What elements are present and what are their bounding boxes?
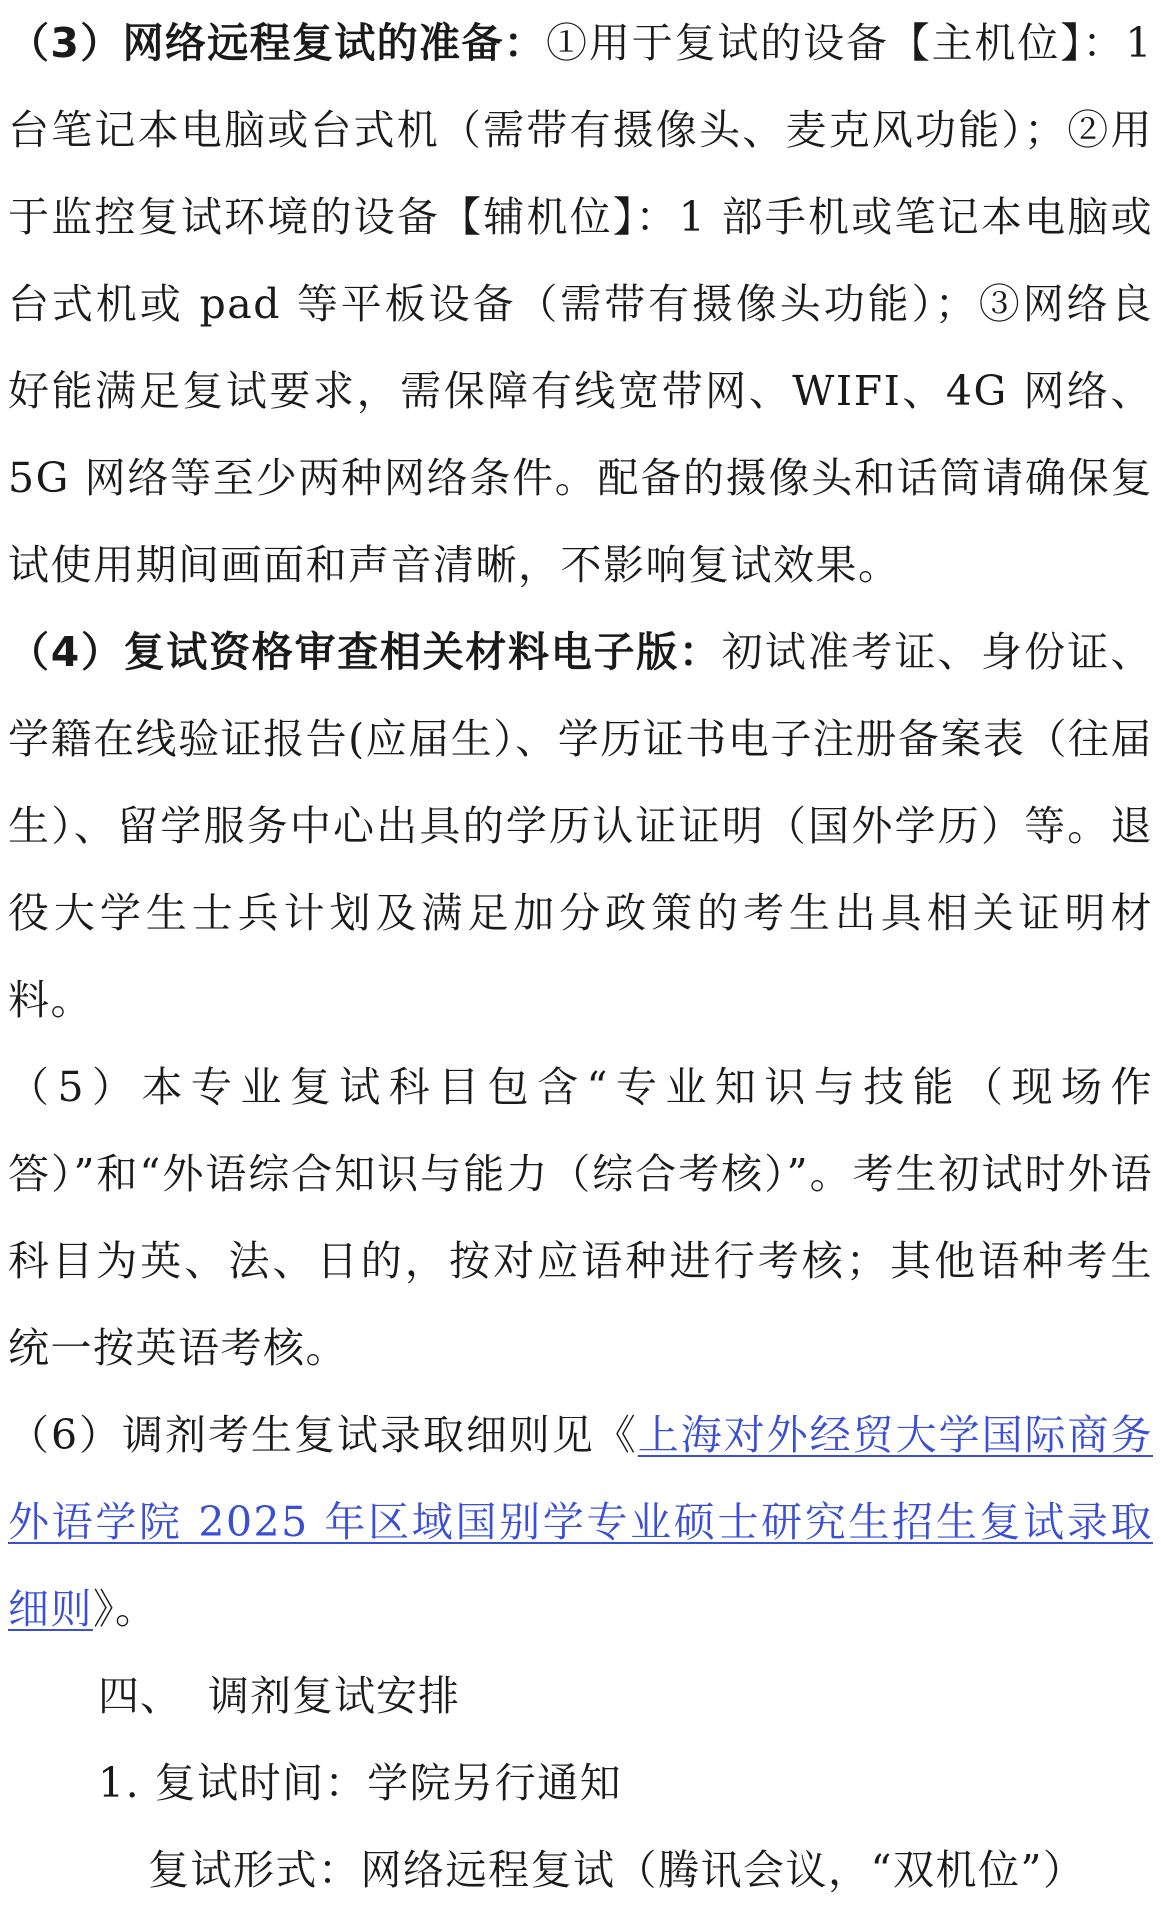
paragraph-text-after: 》。 bbox=[93, 1585, 158, 1633]
paragraph-text: 初试准考证、身份证、学籍在线验证报告(应届生）、学历证书电子注册备案表（往届生）、留学服务中心出具的学历认证证明（国外学历）等。退役大学生士兵计划及满足加分政策的考生出具相关证明材料。 bbox=[8, 628, 1154, 1024]
section-title: 调剂复试安排 bbox=[208, 1672, 460, 1720]
paragraph-remote-preparation bbox=[8, 0, 1153, 609]
paragraph-text: ①用于复试的设备【主机位】：1 台笔记本电脑或台式机（需带有摄像头、麦克风功能）；②用于监控复试环境的设备【辅机位】：1 部手机或笔记本电脑或台式机或 pad 等平板设备（需带有摄像头功能）；③网络良好能满足复试要求，需保障有线宽带网、WIFI、4G 网络、5G 网络等至少两种网络条件。配备的摄像头和话筒请确保复试使用期间画面和声音清晰，不影响复试效果。 bbox=[8, 19, 1153, 589]
paragraph-lead: （3）网络远程复试的准备： bbox=[8, 19, 547, 67]
paragraph-text-before: （6）调剂考生复试录取细则见《 bbox=[8, 1411, 638, 1459]
list-item-time: 1. 复试时间：学院另行通知 bbox=[98, 1759, 623, 1807]
document-page bbox=[8, 0, 1153, 1914]
admission-rules-link[interactable]: 上海对外经贸大学国际商务外语学院 2025 年区域国别学专业硕士研究生招生复试录取细则 bbox=[8, 1411, 1153, 1633]
paragraph-admission-rules bbox=[8, 1392, 1153, 1653]
paragraph-lead: （4）复试资格审查相关材料电子版： bbox=[8, 628, 722, 676]
paragraph-qualification-materials bbox=[8, 609, 1153, 1044]
section-number: 四、 bbox=[98, 1672, 182, 1720]
list-item-form: 复试形式：网络远程复试（腾讯会议，“双机位”） bbox=[148, 1846, 1086, 1894]
section-heading bbox=[8, 1653, 1153, 1740]
paragraph-text: （5）本专业复试科目包含“专业知识与技能（现场作答）”和“外语综合知识与能力（综合考核）”。考生初试时外语科目为英、法、日的，按对应语种进行考核；其他语种考生统一按英语考核。 bbox=[8, 1063, 1153, 1372]
paragraph-exam-subjects bbox=[8, 1044, 1153, 1392]
